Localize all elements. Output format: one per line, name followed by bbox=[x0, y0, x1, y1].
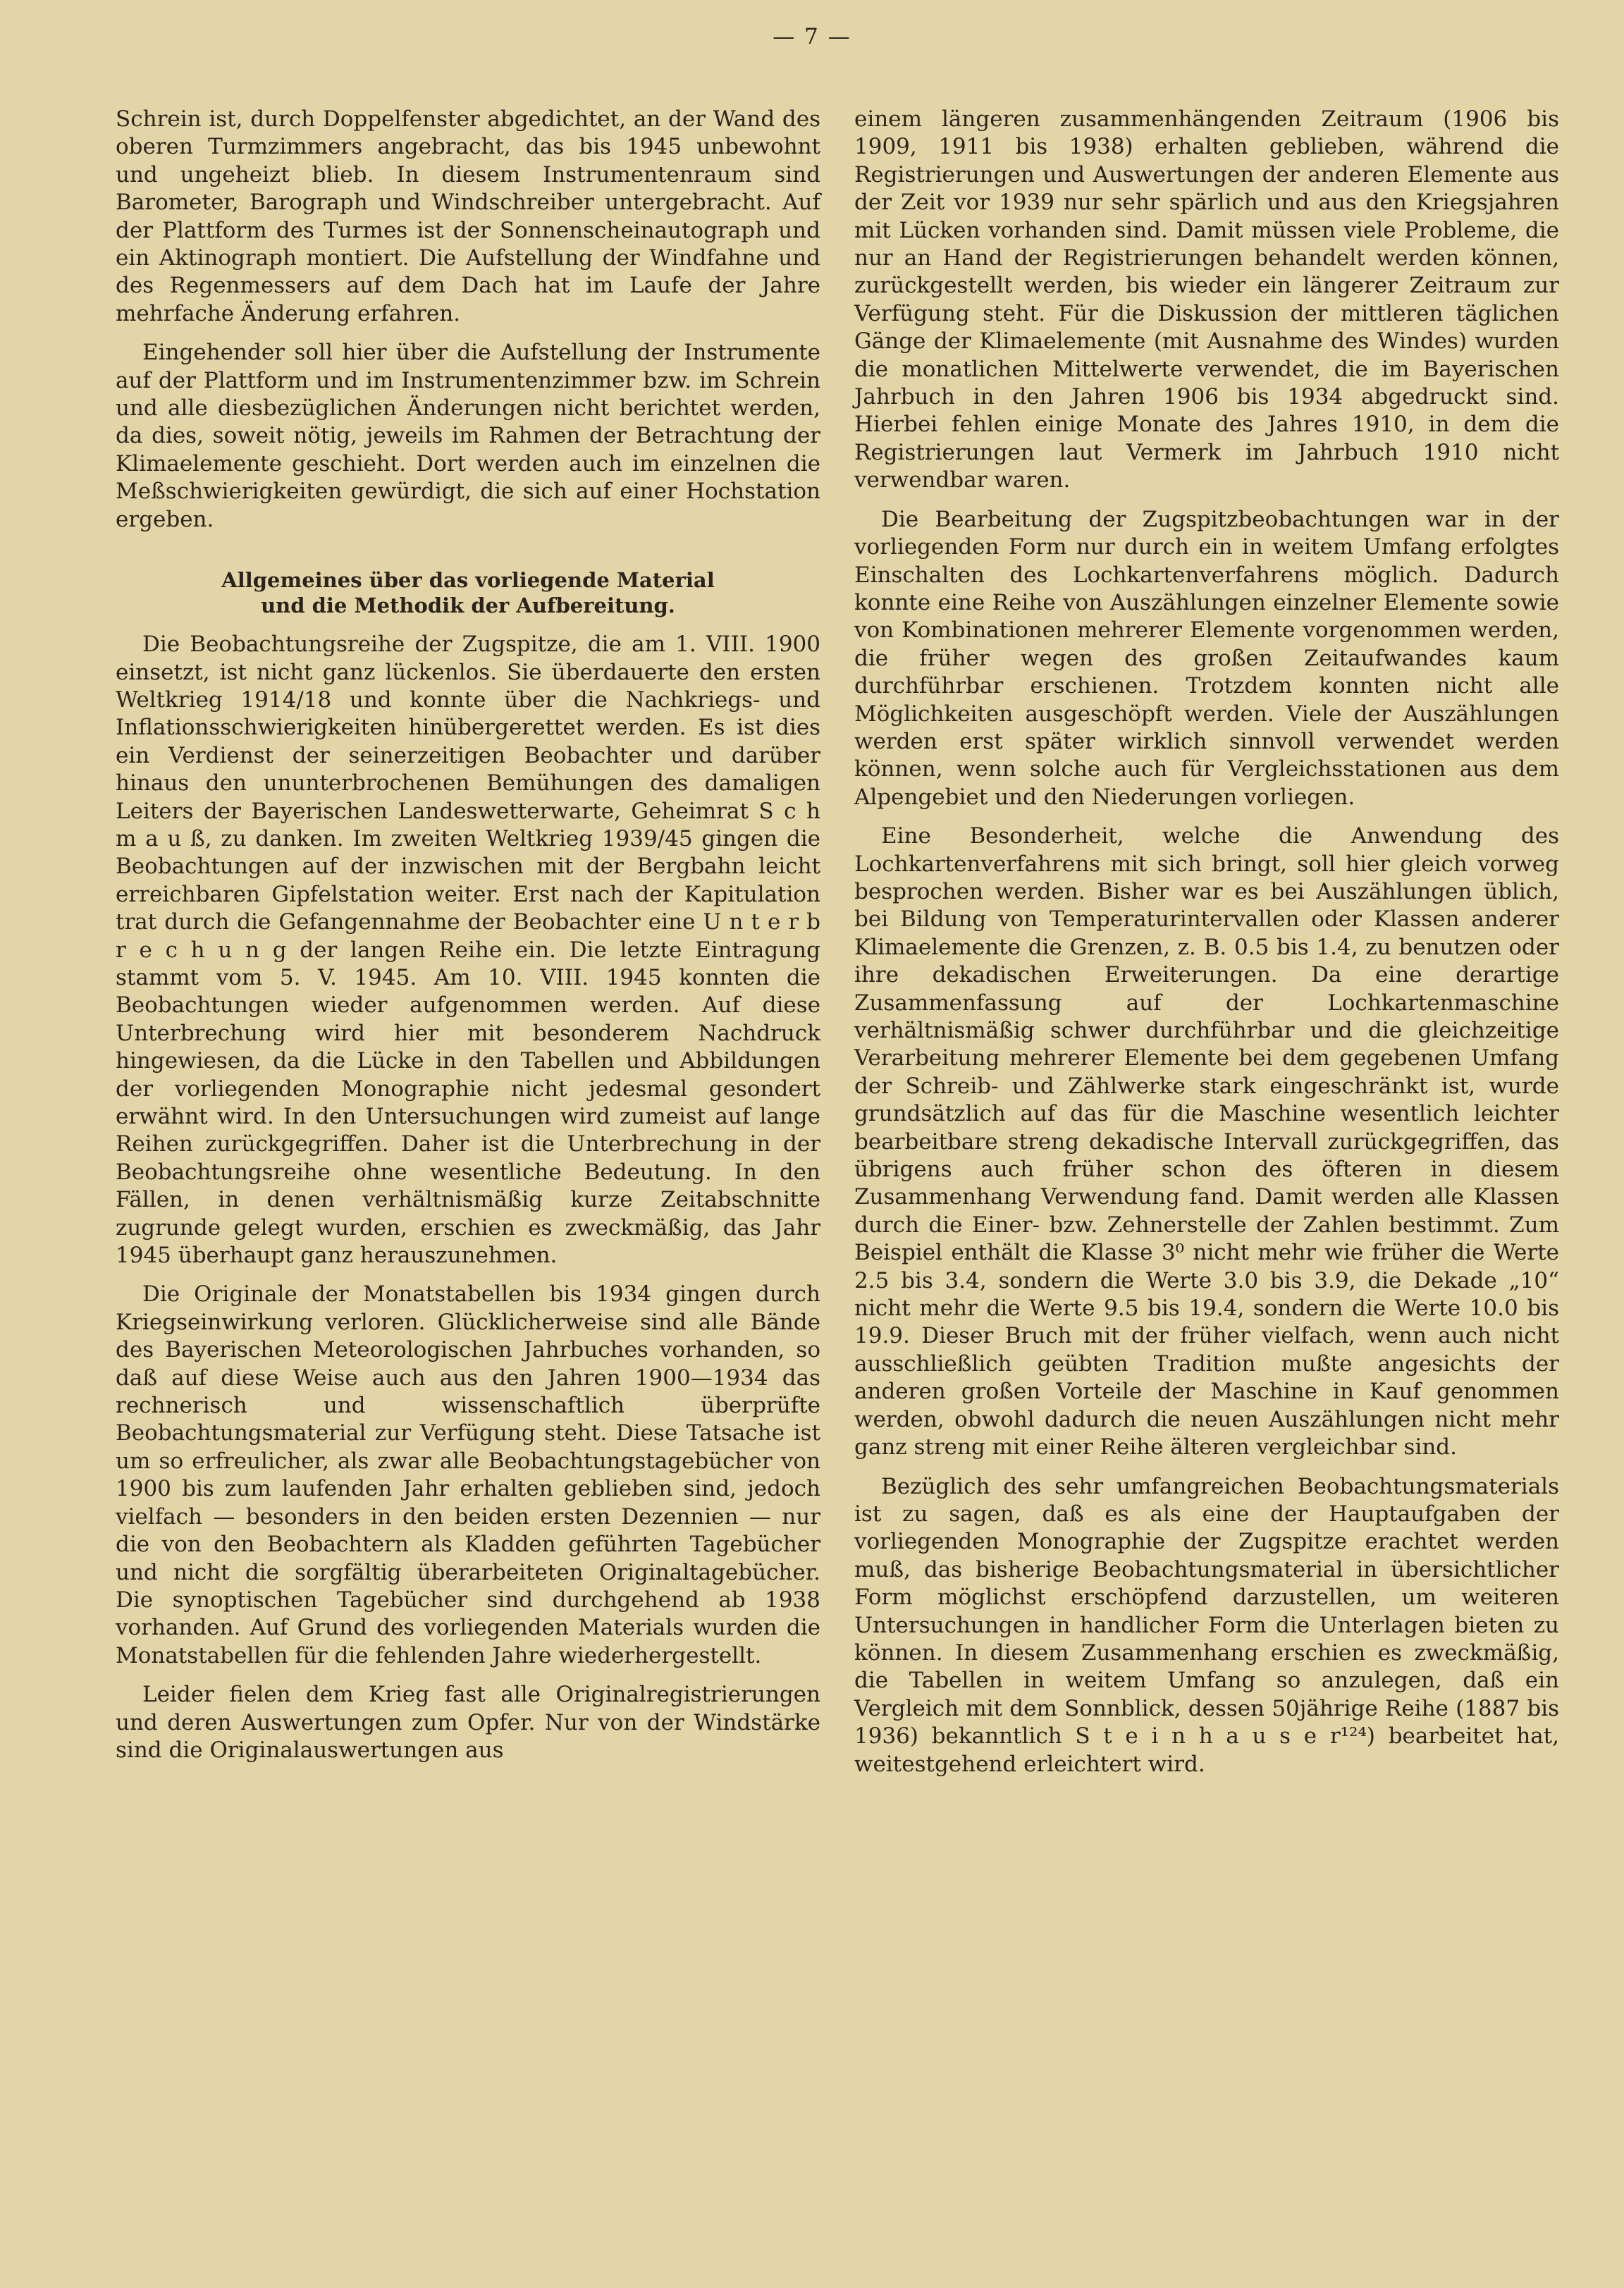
paragraph: Leider fielen dem Krieg fast alle Originalregistrierungen und deren Auswertungen zum Opfer. Nur von der Windstärke sind die Originalauswertungen aus bbox=[116, 1682, 820, 1763]
left-column bbox=[116, 106, 820, 1776]
paragraph: Eine Besonderheit, welche die Anwendung des Lochkartenverfahrens mit sich bringt, soll hier gleich vorweg besprochen werden. Bisher war es bei Auszählungen üblich, bei Bildung von Temperaturintervallen oder Klassen anderer Klimaelemente die Grenzen, z. B. 0.5 bis 1.4, zu benutzen oder ihre dekadischen Erweiterungen. Da eine derartige Zusammenfassung auf der Lochkartenmaschine verhältnismäßig schwer durchführbar und die gleichzeitige Verarbeitung mehrerer Elemente bei dem gegebenen Umfang der Schreib- und Zählwerke stark eingeschränkt ist, wurde grundsätzlich auf das für die Maschine wesentlich leichter bearbeitbare streng dekadische Intervall zurückgegriffen, das übrigens auch früher schon des öfteren in diesem Zusammenhang Verwendung fand. Damit werden alle Klassen durch die Einer- bzw. Zehnerstelle der Zahlen bestimmt. Zum Beispiel enthält die Klasse 3⁰ nicht mehr wie früher die Werte 2.5 bis 3.4, sondern die Werte 3.0 bis 3.9, die Dekade „10“ nicht mehr die Werte 9.5 bis 19.4, sondern die Werte 10.0 bis 19.9. Dieser Bruch mit der früher vielfach, wenn auch nicht ausschließlich geübten Tradition mußte angesichts der anderen großen Vorteile der Maschine in Kauf genommen werden, obwohl dadurch die neuen Auszählungen nicht mehr ganz streng mit einer Reihe älteren vergleichbar sind. bbox=[854, 823, 1559, 1460]
paragraph: Bezüglich des sehr umfangreichen Beobachtungsmaterials ist zu sagen, daß es als eine der Hauptaufgaben der vorliegenden Monographie der Zugspitze erachtet werden muß, das bisherige Beobachtungsmaterial in übersichtlicher Form möglichst erschöpfend darzustellen, um weiteren Untersuchungen in handlicher Form die Unterlagen bieten zu können. In diesem Zusammenhang erschien es zweckmäßig, die Tabellen in weitem Umfang so anzulegen, daß ein Vergleich mit dem Sonnblick, dessen 50jährige Reihe (1887 bis 1936) bekanntlich S t e i n h a u s e r¹²⁴) bearbeitet hat, weitestgehend erleichtert wird. bbox=[854, 1473, 1559, 1777]
paragraph: Eingehender soll hier über die Aufstellung der Instrumente auf der Plattform und im Instrumentenzimmer bzw. im Schrein und alle diesbezüglichen Änderungen nicht berichtet werden, da dies, soweit nötig, jeweils im Rahmen der Betrachtung der Klimaelemente geschieht. Dort werden auch im einzelnen die Meßschwierigkeiten gewürdigt, die sich auf einer Hochstation ergeben. bbox=[116, 340, 820, 532]
section-heading bbox=[116, 567, 820, 618]
section-heading-line: und die Methodik der Aufbereitung. bbox=[261, 593, 675, 618]
section-heading-line: Allgemeines über das vorliegende Material bbox=[221, 568, 715, 593]
paragraph: Die Bearbeitung der Zugspitzbeobachtungen war in der vorliegenden Form nur durch ein in weitem Umfang erfolgtes Einschalten des Lochkartenverfahrens möglich. Dadurch konnte eine Reihe von Auszählungen einzelner Elemente sowie von Kombinationen mehrerer Elemente vorgenommen werden, die früher wegen des großen Zeitaufwandes kaum durchführbar erschienen. Trotzdem konnten nicht alle Möglichkeiten ausgeschöpft werden. Viele der Auszählungen werden erst später wirklich sinnvoll verwendet werden können, wenn solche auch für Vergleichsstationen aus dem Alpengebiet und den Niederungen vorliegen. bbox=[854, 506, 1559, 810]
paragraph: Die Originale der Monatstabellen bis 1934 gingen durch Kriegseinwirkung verloren. Glücklicherweise sind alle Bände des Bayerischen Meteorologischen Jahrbuches vorhanden, so daß auf diese Weise auch aus den Jahren 1900—1934 das rechnerisch und wissenschaftlich überprüfte Beobachtungsmaterial zur Verfügung steht. Diese Tatsache ist um so erfreulicher, als zwar alle Beobachtungstagebücher von 1900 bis zum laufenden Jahr erhalten geblieben sind, jedoch vielfach — besonders in den beiden ersten Dezennien — nur die von den Beobachtern als Kladden geführten Tagebücher und nicht die sorgfältig überarbeiteten Originaltagebücher. Die synoptischen Tagebücher sind durchgehend ab 1938 vorhanden. Auf Grund des vorliegenden Materials wurden die Monatstabellen für die fehlenden Jahre wiederhergestellt. bbox=[116, 1281, 820, 1668]
paragraph: einem längeren zusammenhängenden Zeitraum (1906 bis 1909, 1911 bis 1938) erhalten geblieben, während die Registrierungen und Auswertungen der anderen Elemente aus der Zeit vor 1939 nur sehr spärlich und aus den Kriegsjahren mit Lücken vorhanden sind. Damit müssen viele Probleme, die nur an Hand der Registrierungen behandelt werden können, zurückgestellt werden, bis wieder ein längerer Zeitraum zur Verfügung steht. Für die Diskussion der mittleren täglichen Gänge der Klimaelemente (mit Ausnahme des Windes) wurden die monatlichen Mittelwerte verwendet, die im Bayerischen Jahrbuch in den Jahren 1906 bis 1934 abgedruckt sind. Hierbei fehlen einige Monate des Jahres 1910, in dem die Registrierungen laut Vermerk im Jahrbuch 1910 nicht verwendbar waren. bbox=[854, 106, 1559, 493]
paragraph: Schrein ist, durch Doppelfenster abgedichtet, an der Wand des oberen Turmzimmers angebracht, das bis 1945 unbewohnt und ungeheizt blieb. In diesem Instrumentenraum sind Barometer, Barograph und Windschreiber untergebracht. Auf der Plattform des Turmes ist der Sonnenscheinautograph und ein Aktinograph montiert. Die Aufstellung der Windfahne und des Regenmessers auf dem Dach hat im Laufe der Jahre mehrfache Änderung erfahren. bbox=[116, 106, 820, 326]
page-number: — 7 — bbox=[773, 24, 851, 49]
paragraph: Die Beobachtungsreihe der Zugspitze, die am 1. VIII. 1900 einsetzt, ist nicht ganz lückenlos. Sie überdauerte den ersten Weltkrieg 1914/18 und konnte über die Nachkriegs- und Inflationsschwierigkeiten hinübergerettet werden. Es ist dies ein Verdienst der seinerzeitigen Beobachter und darüber hinaus den ununterbrochenen Bemühungen des damaligen Leiters der Bayerischen Landeswetterwarte, Geheimrat S c h m a u ß, zu danken. Im zweiten Weltkrieg 1939/45 gingen die Beobachtungen auf der inzwischen mit der Bergbahn leicht erreichbaren Gipfelstation weiter. Erst nach der Kapitulation trat durch die Gefangennahme der Beobachter eine U n t e r b r e c h u n g der langen Reihe ein. Die letzte Eintragung stammt vom 5. V. 1945. Am 10. VIII. 1945 konnten die Beobachtungen wieder aufgenommen werden. Auf diese Unterbrechung wird hier mit besonderem Nachdruck hingewiesen, da die Lücke in den Tabellen und Abbildungen der vorliegenden Monographie nicht jedesmal gesondert erwähnt wird. In den Untersuchungen wird zumeist auf lange Reihen zurückgegriffen. Daher ist die Unterbrechung in der Beobachtungsreihe ohne wesentliche Bedeutung. In den Fällen, in denen verhältnismäßig kurze Zeitabschnitte zugrunde gelegt wurden, erschien es zweckmäßig, das Jahr 1945 überhaupt ganz herauszunehmen. bbox=[116, 632, 820, 1269]
right-column bbox=[854, 106, 1559, 1790]
